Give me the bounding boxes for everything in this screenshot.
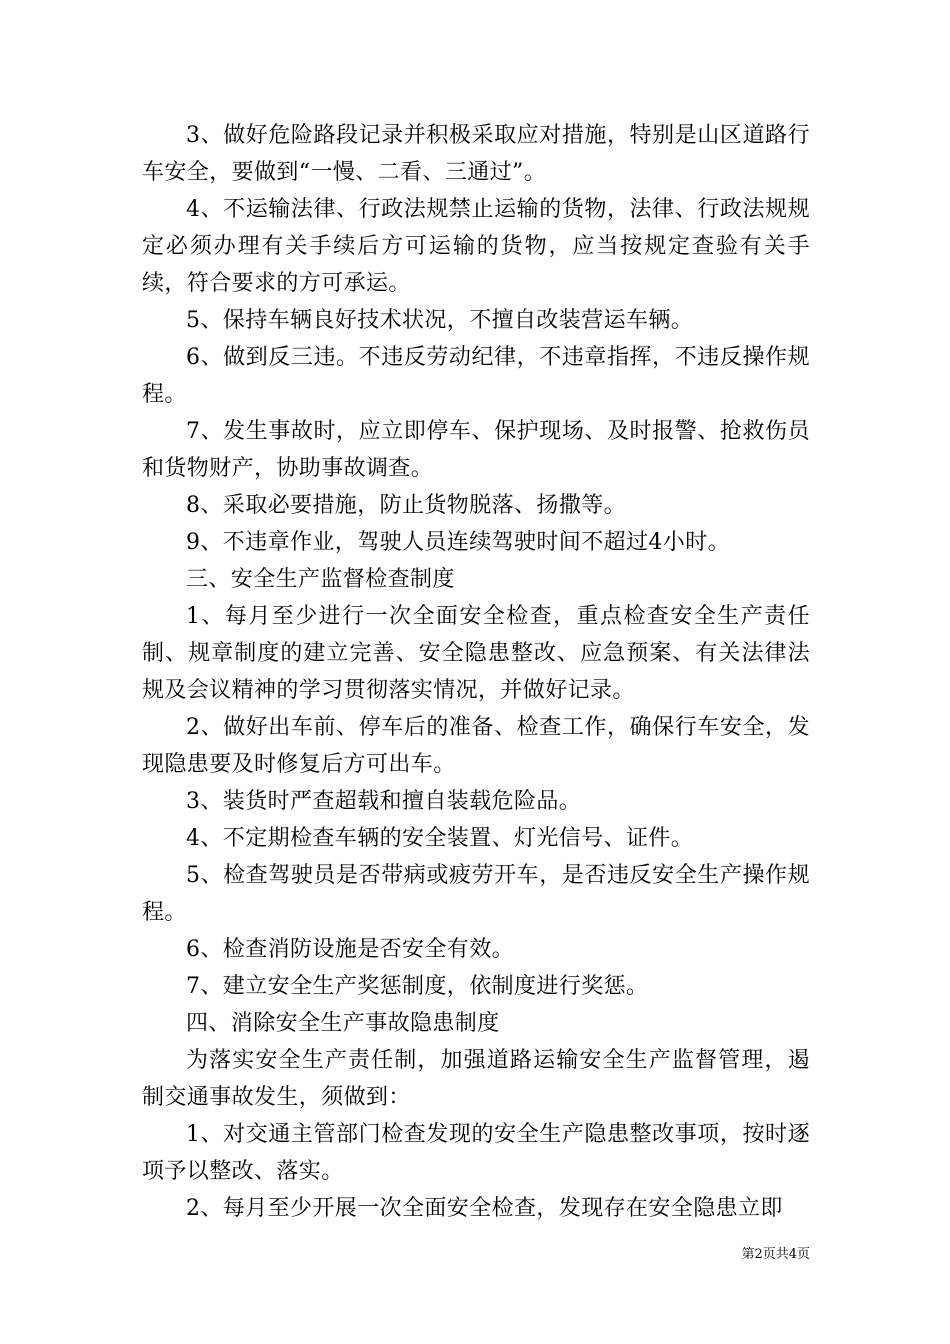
paragraph: 2、每月至少开展一次全面安全检查，发现存在安全隐患立即 <box>186 1196 783 1221</box>
paragraph: 7、建立安全生产奖惩制度，依制度进行奖惩。 <box>186 974 649 999</box>
paragraph: 为落实安全生产责任制，加强道路运输安全生产监督管理，遏制交通事故发生，须做到： <box>142 1048 810 1110</box>
paragraph: 8、采取必要措施，防止货物脱落、扬撒等。 <box>186 493 626 518</box>
paragraph: 5、检查驾驶员是否带病或疲劳开车，是否违反安全生产操作规程。 <box>142 863 810 925</box>
page-number-footer: 第2页共4页 <box>741 1247 810 1262</box>
paragraph: 3、做好危险路段记录并积极采取应对措施，特别是山区道路行车安全，要做到“一慢、二看、三通过”。 <box>142 123 810 185</box>
paragraph: 2、做好出车前、停车后的准备、检查工作，确保行车安全，发现隐患要及时修复后方可出车。 <box>142 715 810 777</box>
paragraph: 5、保持车辆良好技术状况，不擅自改装营运车辆。 <box>186 308 694 333</box>
section-heading: 三、安全生产监督检查制度 <box>186 567 455 592</box>
paragraph: 3、装货时严查超载和擅自装载危险品。 <box>186 789 582 814</box>
paragraph: 6、做到反三违。不违反劳动纪律，不违章指挥，不违反操作规程。 <box>142 345 810 407</box>
paragraph: 4、不运输法律、行政法规禁止运输的货物，法律、行政法规规定必须办理有关手续后方可运输的货物，应当按规定查验有关手续，符合要求的方可承运。 <box>142 197 810 296</box>
paragraph: 9、不违章作业，驾驶人员连续驾驶时间不超过4小时。 <box>186 530 730 555</box>
paragraph: 7、发生事故时，应立即停车、保护现场、及时报警、抢救伤员和货物财产，协助事故调查。 <box>142 419 810 481</box>
paragraph: 4、不定期检查车辆的安全装置、灯光信号、证件。 <box>186 826 694 851</box>
paragraph: 1、每月至少进行一次全面安全检查，重点检查安全生产责任制、规章制度的建立完善、安全隐患整改、应急预案、有关法律法规及会议精神的学习贯彻落实情况，并做好记录。 <box>142 604 810 703</box>
document-body <box>142 117 810 1227</box>
section-heading: 四、消除安全生产事故隐患制度 <box>186 1011 500 1036</box>
paragraph: 6、检查消防设施是否安全有效。 <box>186 937 514 962</box>
paragraph: 1、对交通主管部门检查发现的安全生产隐患整改事项，按时逐项予以整改、落实。 <box>142 1122 810 1184</box>
